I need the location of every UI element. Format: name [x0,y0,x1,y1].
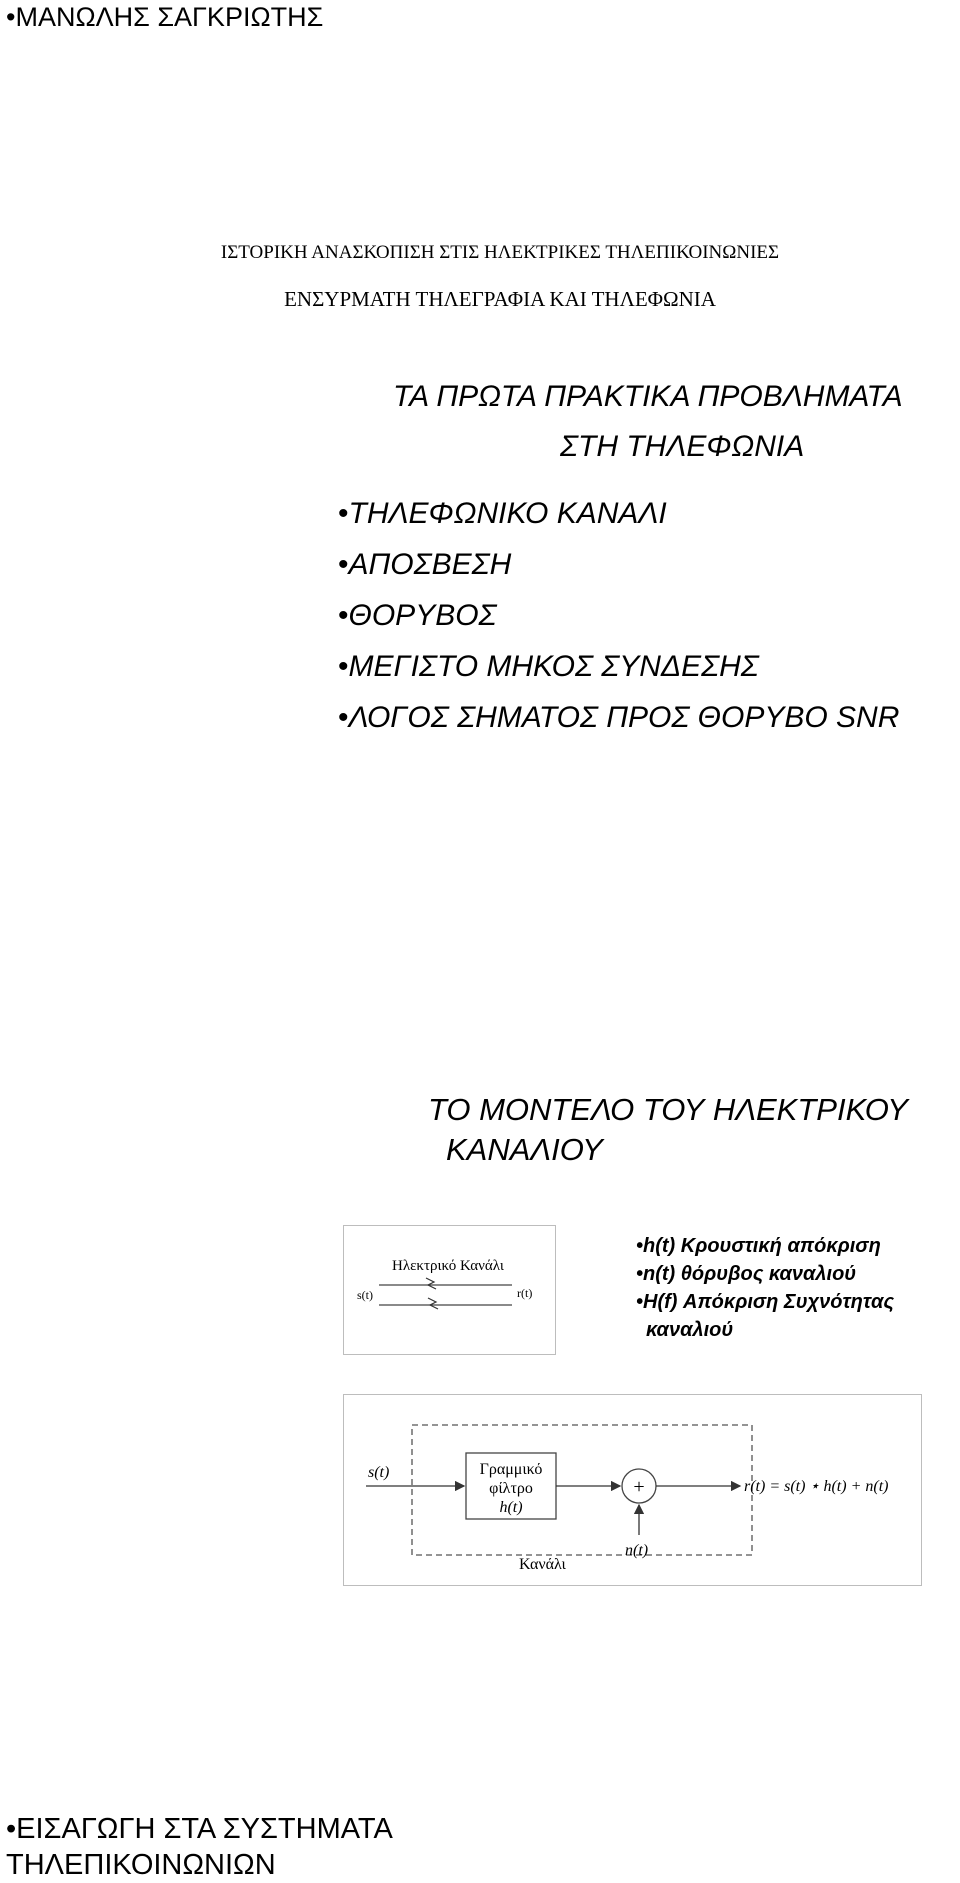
slide1-bullet-list [338,488,899,743]
block-diagram [343,1394,922,1586]
channel-boundary [412,1425,752,1555]
block-diagram-svg [344,1395,921,1585]
bullet-dot-icon: • [338,599,349,632]
bullet-item: •ΘΟΡΥΒΟΣ [338,599,497,632]
small-diagram-output: r(t) [517,1286,533,1300]
wire-break-icon [426,1278,438,1309]
slide2-title-line1: ΤΟ ΜΟΝΤΕΛΟ ΤΟΥ ΗΛΕΚΤΡΙΚΟΥ [428,1092,908,1127]
bullet-dot-icon: • [636,1235,644,1257]
output-equation: r(t) = s(t) ⋆ h(t) + n(t) [744,1478,889,1495]
bullet-dot-icon: • [338,701,349,734]
small-diagram-input: s(t) [357,1288,373,1302]
slide1-heading: ΙΣΤΟΡΙΚΗ ΑΝΑΣΚΟΠΙΣΗ ΣΤΙΣ ΗΛΕΚΤΡΙΚΕΣ ΤΗΛΕΠΙΚΟΙΝΩΝΙΕΣ [220,242,780,263]
filter-label-1: Γραμμικό [479,1461,543,1478]
small-channel-svg [344,1226,555,1354]
bullet-dot-icon: • [338,497,349,530]
header-author: •ΜΑΝΩΛΗΣ ΣΑΓΚΡΙΩΤΗΣ [6,2,324,32]
footer-line1: •ΕΙΣΑΓΩΓΗ ΣΤΑ ΣΥΣΤΗΜΑΤΑ [6,1813,393,1845]
block-input-label: s(t) [368,1464,390,1481]
small-diagram-label: Ηλεκτρικό Κανάλι [392,1258,504,1274]
filter-label-2: φίλτρο [489,1480,533,1497]
bullet-dot-icon: • [636,1291,644,1313]
small-channel-diagram [343,1225,556,1355]
slide1-title-line2: ΣΤΗ ΤΗΛΕΦΩΝΙΑ [560,430,805,463]
channel-legend [636,1232,894,1344]
noise-label: n(t) [625,1542,649,1559]
bullet-dot-icon: • [338,650,349,683]
filter-label-3: h(t) [499,1499,523,1516]
slide2-title-line2: ΚΑΝΑΛΙΟΥ [446,1132,603,1167]
legend-item: •n(t) θόρυβος καναλιού [636,1263,857,1285]
bullet-dot-icon: • [636,1263,644,1285]
bullet-item: •ΛΟΓΟΣ ΣΗΜΑΤΟΣ ΠΡΟΣ ΘΟΡΥΒΟ SNR [338,701,900,734]
footer-line2: ΤΗΛΕΠΙΚΟΙΝΩΝΙΩΝ [6,1849,276,1881]
slide1-title-line1: ΤΑ ΠΡΩΤΑ ΠΡΑΚΤΙΚΑ ΠΡΟΒΛΗΜΑΤΑ [393,380,903,413]
channel-label: Κανάλι [519,1556,566,1573]
bullet-item: •ΜΕΓΙΣΤΟ ΜΗΚΟΣ ΣΥΝΔΕΣΗΣ [338,650,759,683]
legend-item: •H(f) Απόκριση Συχνότητας [636,1291,895,1313]
bullet-item: •ΑΠΟΣΒΕΣΗ [338,548,512,581]
adder-plus-icon: + [633,1476,645,1498]
bullet-dot-icon: • [338,548,349,581]
slide1-subheading: ΕΝΣΥΡΜΑΤΗ ΤΗΛΕΓΡΑΦΙΑ ΚΑΙ ΤΗΛΕΦΩΝΙΑ [284,287,716,311]
legend-item: •h(t) Κρουστική απόκριση [636,1235,881,1257]
footer [6,1811,393,1883]
bullet-item: •ΤΗΛΕΦΩΝΙΚΟ ΚΑΝΑΛΙ [338,497,667,530]
slide2-title [428,1090,908,1170]
legend-item: καναλιού [646,1319,734,1341]
